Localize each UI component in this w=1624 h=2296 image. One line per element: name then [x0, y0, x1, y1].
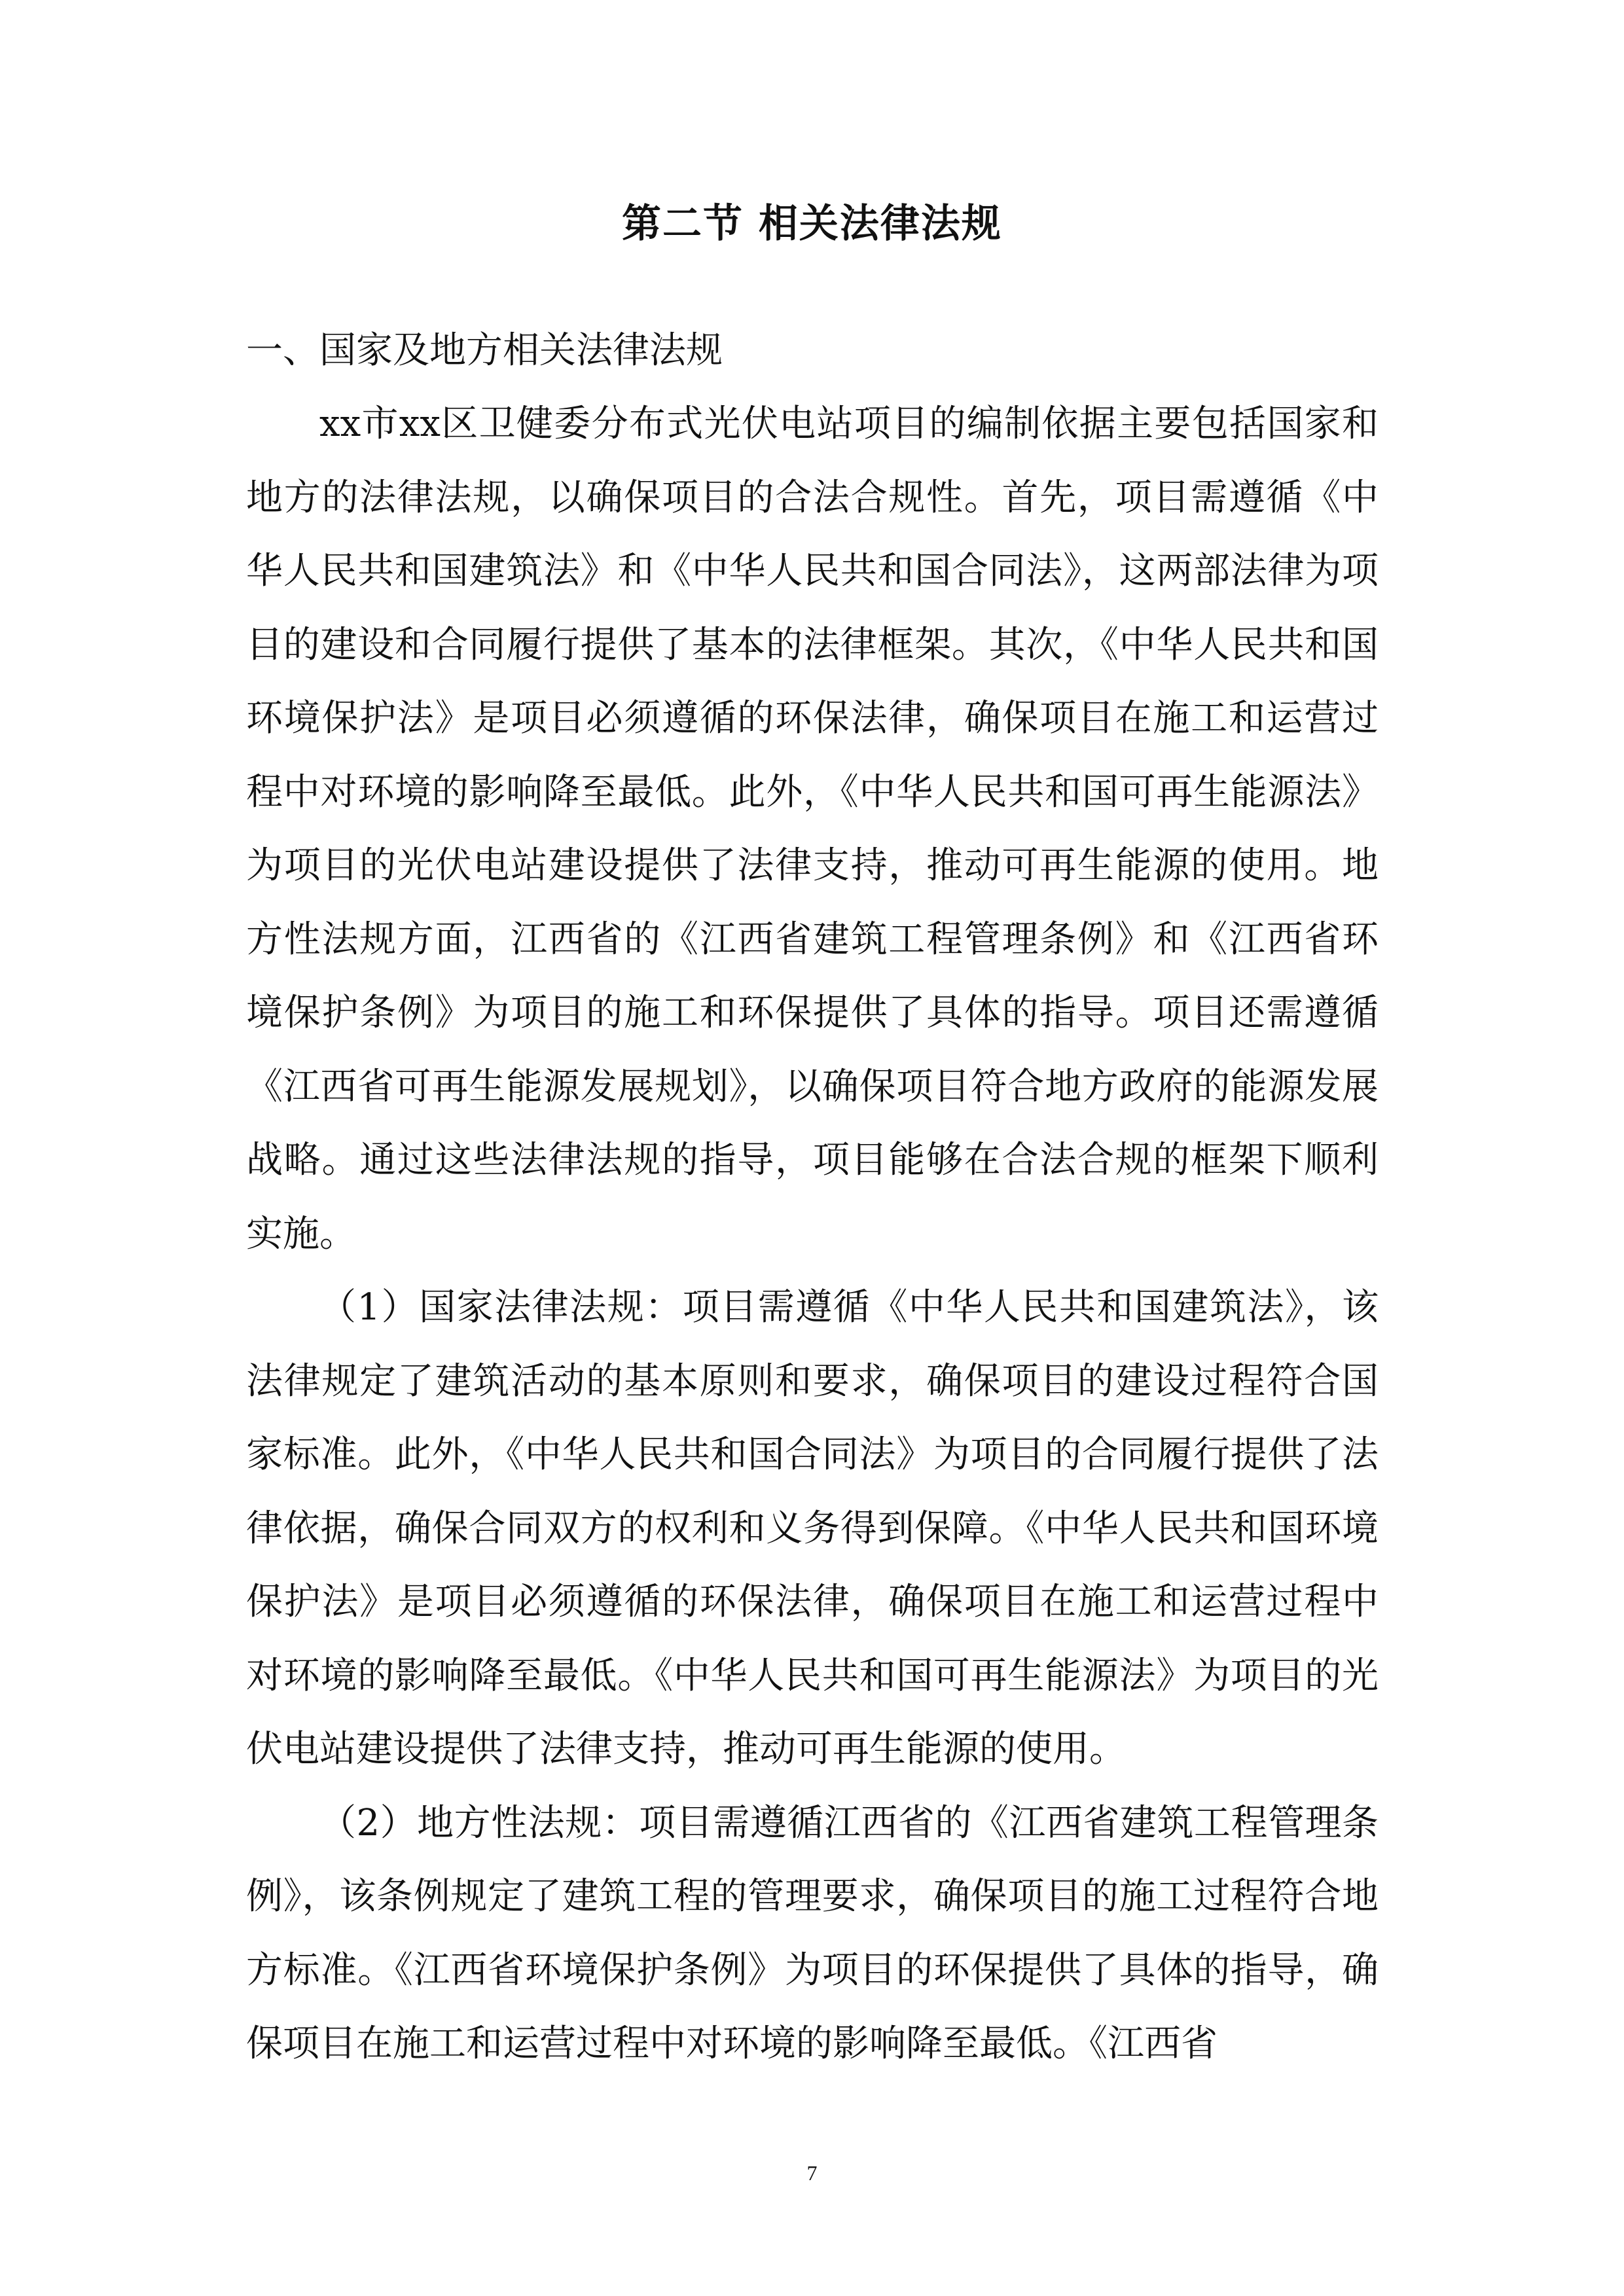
section-title: 第二节 相关法律法规: [622, 201, 1002, 247]
paragraph-national-laws: （1）国家法律法规：项目需遵循《中华人民共和国建筑法》，该法律规定了建筑活动的基本原则和要求，确保项目的建设过程符合国家标准。此外，《中华人民共和国合同法》为项目的合同履行提供了法律依据，确保合同双方的权利和义务得到保障。《中华人民共和国环境保护法》是项目必须遵循的环保法律，确保项目在施工和运营过程中对环境的影响降至最低。《中华人民共和国可再生能源法》为项目的光伏电站建设提供了法律支持，推动可再生能源的使用。: [246, 1286, 1379, 1770]
paragraph-local-regulations: （2）地方性法规：项目需遵循江西省的《江西省建筑工程管理条例》，该条例规定了建筑工程的管理要求，确保项目的施工过程符合地方标准。《江西省环境保护条例》为项目的环保提供了具体的指导，确保项目在施工和运营过程中对环境的影响降至最低。《江西省: [246, 1801, 1379, 2065]
paragraph-intro: xx市xx区卫健委分布式光伏电站项目的编制依据主要包括国家和地方的法律法规，以确保项目的合法合规性。首先，项目需遵循《中华人民共和国建筑法》和《中华人民共和国合同法》，这两部法律为项目的建设和合同履行提供了基本的法律框架。其次，《中华人民共和国环境保护法》是项目必须遵循的环保法律，确保项目在施工和运营过程中对环境的影响降至最低。此外，《中华人民共和国可再生能源法》为项目的光伏电站建设提供了法律支持，推动可再生能源的使用。地方性法规方面，江西省的《江西省建筑工程管理条例》和《江西省环境保护条例》为项目的施工和环保提供了具体的指导。项目还需遵循《江西省可再生能源发展规划》，以确保项目符合地方政府的能源发展战略。通过这些法律法规的指导，项目能够在合法合规的框架下顺利实施。: [246, 403, 1379, 1255]
section-heading: 一、国家及地方相关法律法规: [246, 329, 723, 372]
page-number: 7: [806, 2161, 818, 2185]
body-text: [246, 387, 1379, 2081]
